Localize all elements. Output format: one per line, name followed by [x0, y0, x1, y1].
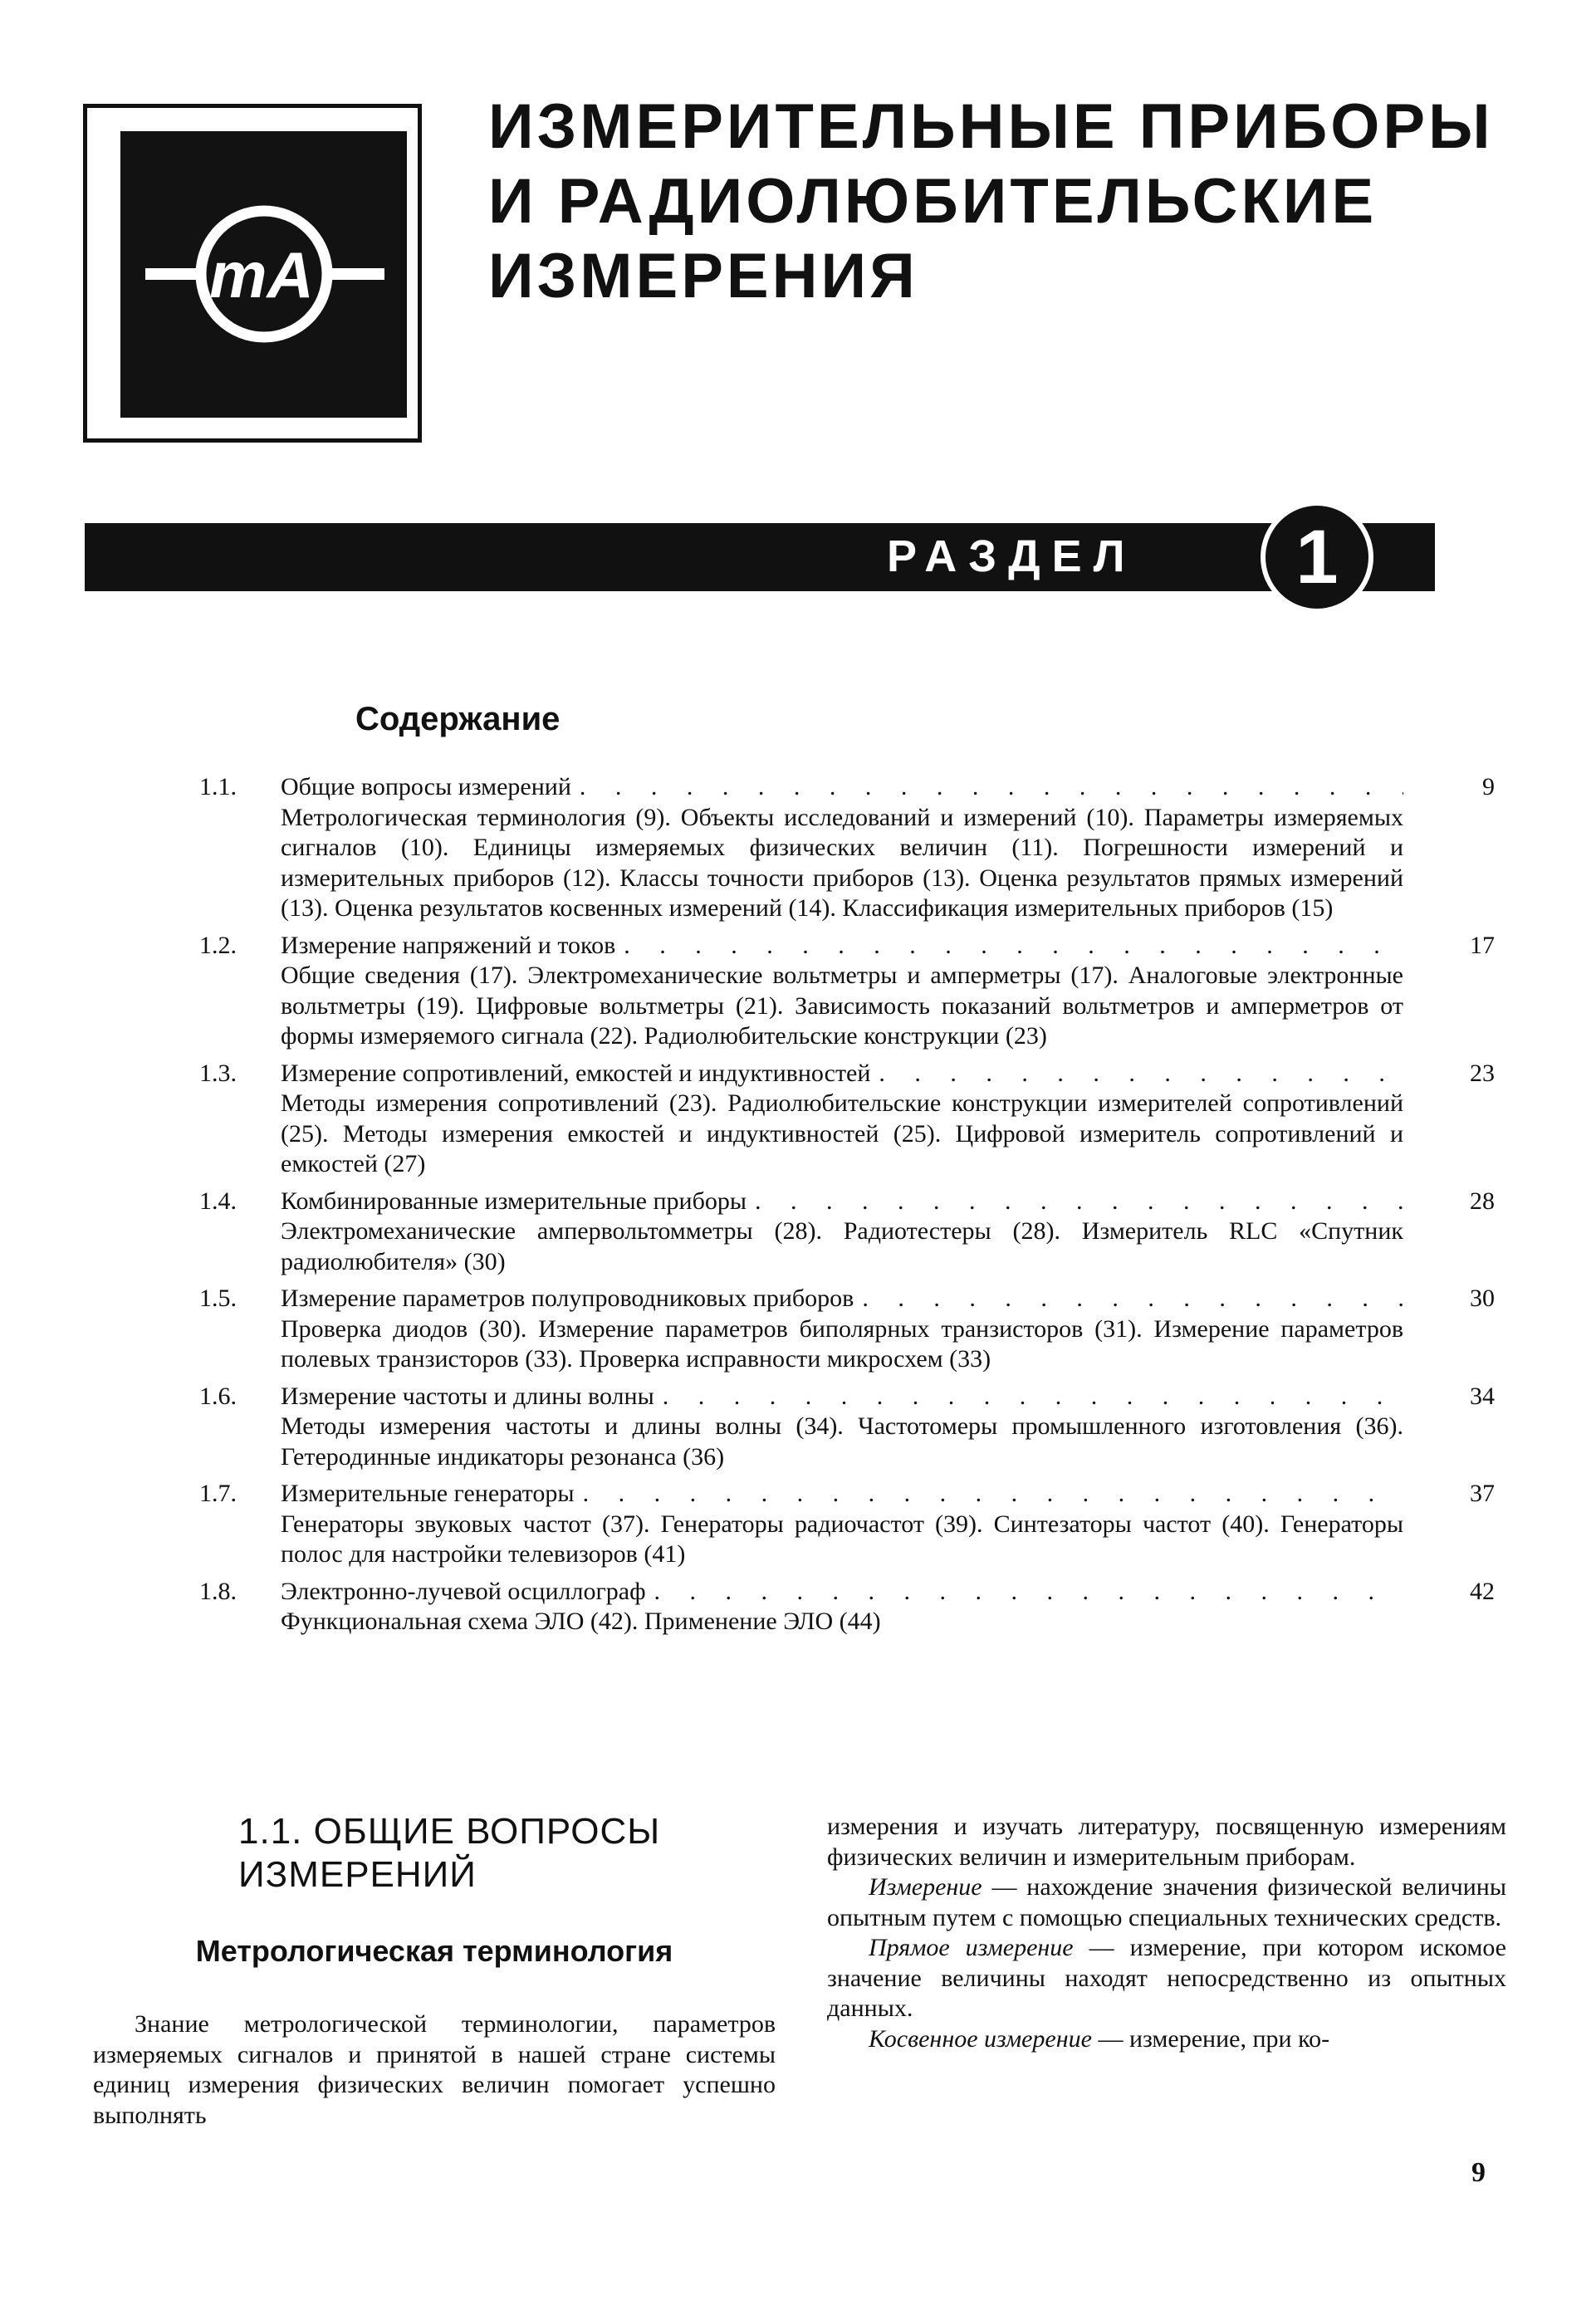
toc-item-body: Проверка диодов (30). Измерение параметров биполярных транзисторов (31). Измерение параметров полевых транзисторов (33). Проверка исправности микросхем (33)	[281, 1314, 1403, 1373]
definition-term: Косвенное измерение	[869, 2024, 1092, 2053]
toc-item-number: 1.7.	[199, 1480, 237, 1507]
title-line-2: И РАДИОЛЮБИТЕЛЬСКИЕ	[488, 166, 1378, 237]
right-column	[827, 1812, 1506, 2054]
body-paragraph-continuation: измерения и изучать литературу, посвященную измерениям физических величин и измерительным приборам.	[827, 1813, 1506, 1871]
title-line-3: ИЗМЕРЕНИЯ	[488, 241, 918, 311]
toc-item	[199, 1059, 1495, 1180]
toc-item	[199, 1382, 1495, 1473]
leader-dots	[580, 772, 1403, 803]
toc-item-number: 1.5.	[199, 1285, 237, 1312]
section-title-line-1: 1.1. ОБЩИЕ ВОПРОСЫ	[238, 1811, 661, 1852]
toc-item-page: 37	[1470, 1480, 1495, 1507]
toc-item-number: 1.2.	[199, 931, 237, 959]
toc-item	[199, 1284, 1495, 1375]
toc-item-page: 42	[1470, 1577, 1495, 1605]
toc-item-number: 1.6.	[199, 1382, 237, 1410]
toc-item	[199, 1577, 1495, 1637]
section-number: 1	[1295, 515, 1339, 600]
definition-paragraph	[827, 2024, 1506, 2055]
toc-item-body: Методы измерения частоты и длины волны (34). Частотомеры промышленного изготовления (36). Гетеродинные индикаторы резонанса (36)	[281, 1412, 1403, 1471]
definition-paragraph	[827, 1933, 1506, 2024]
toc-item	[199, 1187, 1495, 1278]
title-line-1: ИЗМЕРИТЕЛЬНЫЕ ПРИБОРЫ	[488, 91, 1494, 162]
logo-frame	[83, 104, 422, 443]
leader-dots	[663, 1382, 1403, 1412]
leader-dots	[624, 931, 1403, 962]
page-title	[488, 90, 1535, 314]
definition-text: — измерение, при ко-	[1091, 2024, 1330, 2053]
section-band-label: РАЗДЕЛ	[887, 531, 1137, 581]
toc-item-page: 34	[1470, 1382, 1495, 1410]
toc-item	[199, 931, 1495, 1052]
toc-item-body: Функциональная схема ЭЛО (42). Применение ЭЛО (44)	[281, 1608, 881, 1635]
toc-item-body: Генераторы звуковых частот (37). Генераторы радиочастот (39). Синтезаторы частот (40). Генераторы полос для настройки телевизоров (41)	[281, 1510, 1403, 1568]
toc-item-number: 1.4.	[199, 1187, 237, 1215]
milliammeter-icon	[120, 131, 407, 418]
toc-item-body: Метрологическая терминология (9). Объекты исследований и измерений (10). Параметры измеряемых сигналов (10). Единицы измеряемых физических величин (11). Погрешности измерений и измерительных приборов (12). Классы точности приборов (13). Оценка результатов прямых измерений (13). Оценка результатов косвенных измерений (14). Классификация измерительных приборов (15)	[281, 803, 1403, 922]
toc-item-title: Измерение напряжений и токов	[281, 931, 616, 959]
toc-item-page: 30	[1470, 1285, 1495, 1312]
leader-dots	[583, 1479, 1403, 1510]
toc-item-title: Общие вопросы измерений	[281, 773, 571, 800]
toc-item-page: 28	[1470, 1187, 1495, 1215]
toc-item-title: Измерение частоты и длины волны	[281, 1382, 654, 1410]
section-band	[85, 523, 1435, 591]
contents-heading: Содержание	[355, 701, 561, 737]
toc-item-number: 1.1.	[199, 773, 237, 800]
toc-item-body: Общие сведения (17). Электромеханические вольтметры и амперметры (17). Аналоговые электронные вольтметры (19). Цифровые вольтметры (21). Зависимость показаний вольтметров и амперметров от формы измеряемого сигнала (22). Радиолюбительские конструкции (23)	[281, 962, 1403, 1050]
definition-text: — нахождение значения физической величины опытным путем с помощью специальных технических средств.	[827, 1873, 1506, 1931]
toc-item-number: 1.3.	[199, 1059, 237, 1087]
toc-item-page: 17	[1470, 931, 1495, 959]
page-number: 9	[1471, 2157, 1486, 2188]
toc-item-body: Методы измерения сопротивлений (23). Радиолюбительские конструкции измерителей сопротивлений (25). Методы измерения емкостей и индуктивностей (25). Цифровой измеритель сопротивлений и емкостей (27)	[281, 1089, 1403, 1177]
table-of-contents	[199, 772, 1495, 1644]
definition-term: Измерение	[869, 1873, 982, 1901]
definition-text: — измерение, при котором искомое значение величины находят непосредственно из опытных данных.	[827, 1934, 1507, 2022]
toc-item-number: 1.8.	[199, 1577, 237, 1605]
toc-item-body: Электромеханические ампервольтомметры (28). Радиотестеры (28). Измеритель RLC «Спутник радиолюбителя» (30)	[281, 1217, 1403, 1275]
toc-item-page: 9	[1482, 773, 1495, 800]
subsection-title: Метрологическая терминология	[195, 1934, 673, 1968]
leader-dots	[654, 1577, 1403, 1608]
toc-item-page: 23	[1470, 1059, 1495, 1087]
logo-text: mA	[209, 238, 314, 311]
toc-item-title: Комбинированные измерительные приборы	[281, 1187, 747, 1215]
toc-item-title: Измерительные генераторы	[281, 1480, 575, 1507]
toc-item-title: Измерение параметров полупроводниковых приборов	[281, 1285, 854, 1312]
leader-dots	[879, 1059, 1403, 1089]
definition-term: Прямое измерение	[869, 1934, 1074, 1961]
section-title-line-2: ИЗМЕРЕНИЙ	[238, 1854, 477, 1895]
left-column	[93, 1810, 776, 2131]
body-paragraph: Знание метрологической терминологии, параметров измеряемых сигналов и принятой в нашей стране системы единиц измерения физических величин помогает успешно выполнять	[93, 2010, 776, 2129]
toc-item-title: Электронно-лучевой осциллограф	[281, 1577, 646, 1605]
toc-item	[199, 772, 1495, 924]
toc-item	[199, 1479, 1495, 1570]
section-title	[238, 1810, 776, 1897]
toc-item-title: Измерение сопротивлений, емкостей и индуктивностей	[281, 1059, 871, 1087]
leader-dots	[862, 1284, 1403, 1314]
leader-dots	[755, 1187, 1403, 1217]
definition-paragraph	[827, 1872, 1506, 1933]
